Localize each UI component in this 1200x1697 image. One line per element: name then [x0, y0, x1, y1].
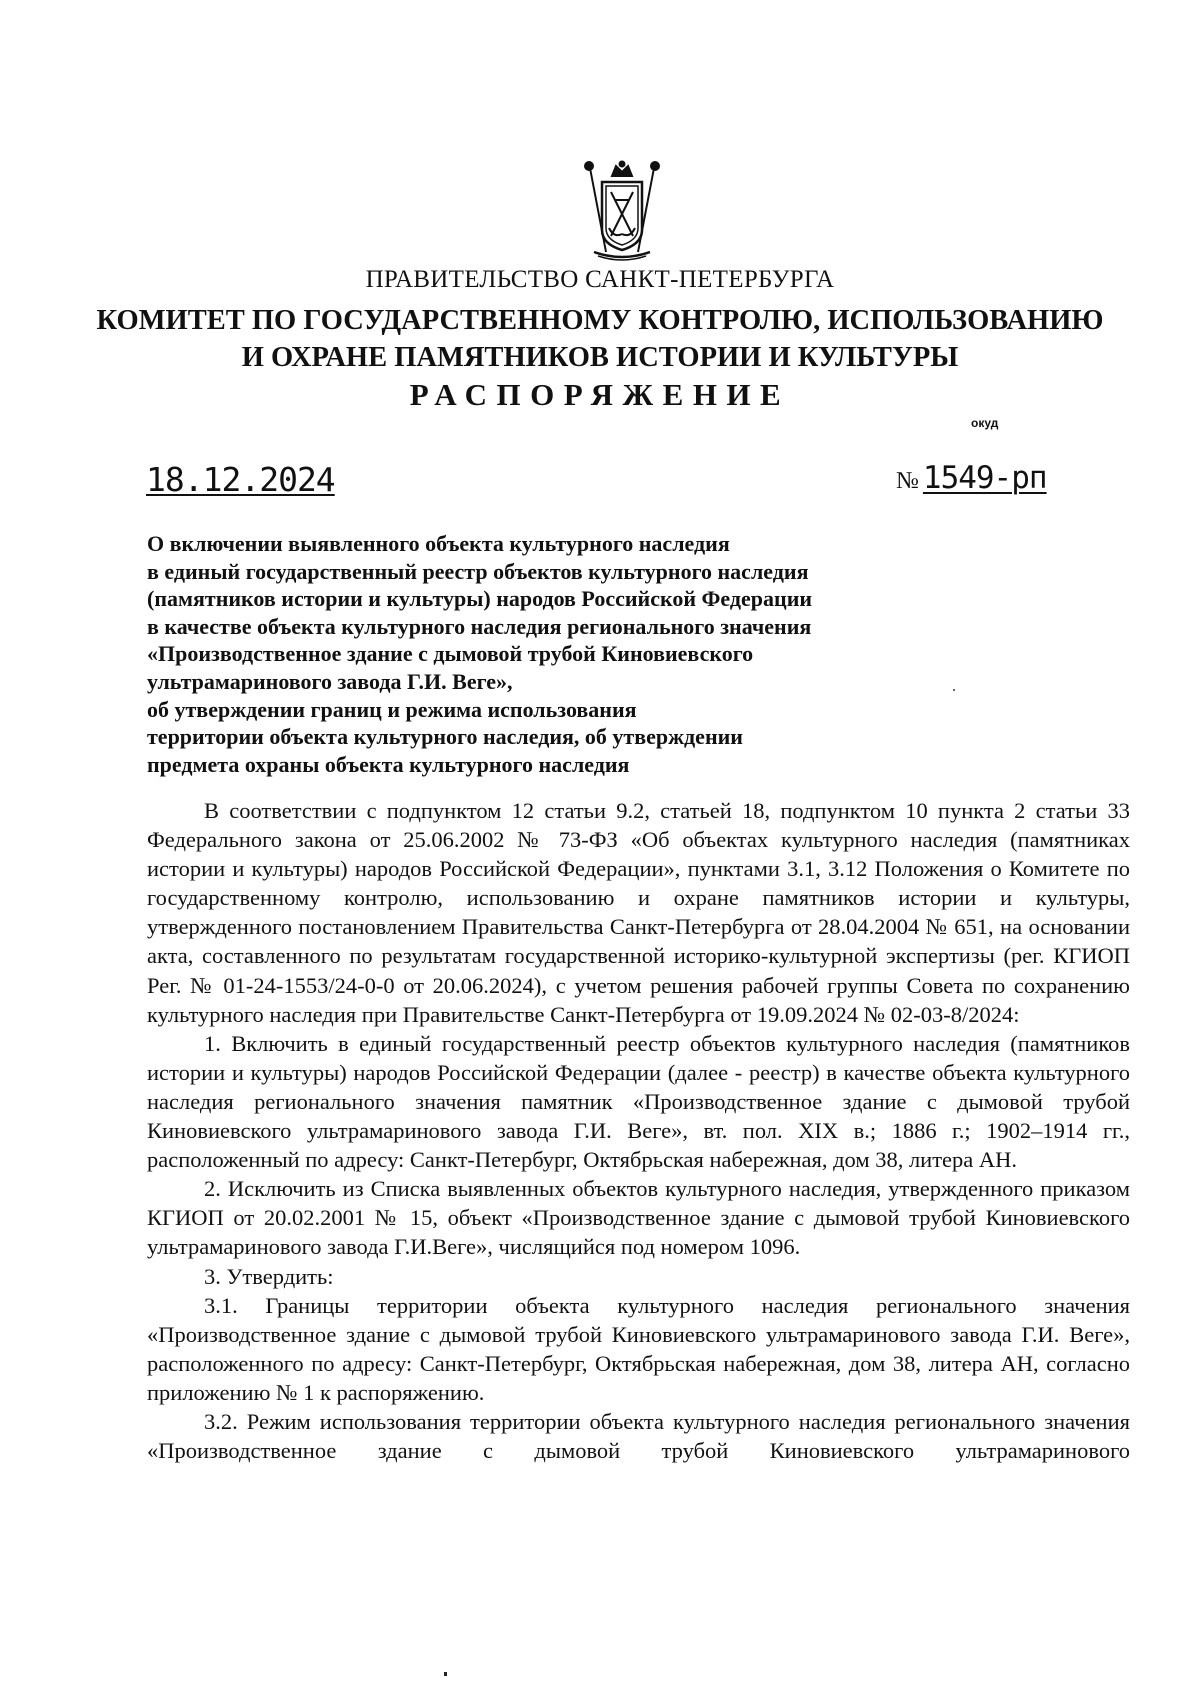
- clause-3-2: 3.2. Режим использования территории объекта культурного наследия регионального значения «Производственное здание с дымовой трубой Киновиевского ультрамаринового: [147, 1408, 1130, 1464]
- title-line: в качестве объекта культурного наследия регионального значения: [147, 613, 812, 639]
- document-title: [147, 530, 927, 778]
- title-line: предмета охраны объекта культурного наследия: [147, 751, 630, 777]
- clause-1: 1. Включить в единый государственный реестр объектов культурного наследия (памятников истории и культуры) народов Российской Федерации (далее - реестр) в качестве объекта культурного наследия регионального значения памятник «Производственное здание с дымовой трубой Киновиевского ультрамаринового завода Г.И. Веге», вт. пол. XIX в.; 1886 г.; 1902–1914 гг., расположенный по адресу: Санкт-Петербург, Октябрьская набережная, дом 38, литера АН.: [147, 1030, 1130, 1173]
- scan-speck: [953, 689, 955, 691]
- coat-of-arms-icon: [580, 160, 664, 262]
- title-line: в единый государственный реестр объектов культурного наследия: [147, 558, 809, 584]
- document-type: РАСПОРЯЖЕНИЕ: [409, 377, 791, 412]
- committee-name: [0, 302, 1200, 376]
- title-line: «Производственное здание с дымовой трубой Киновиевского: [147, 641, 754, 667]
- committee-name-line: КОМИТЕТ ПО ГОСУДАРСТВЕННОМУ КОНТРОЛЮ, ИСПОЛЬЗОВАНИЮ: [96, 305, 1104, 336]
- number-sign: №: [896, 468, 919, 494]
- document-body: [147, 796, 1130, 1465]
- government-name: ПРАВИТЕЛЬСТВО САНКТ-ПЕТЕРБУРГА: [365, 266, 835, 293]
- committee-name-line: И ОХРАНЕ ПАМЯТНИКОВ ИСТОРИИ И КУЛЬТУРЫ: [241, 342, 959, 373]
- clause-3-1: 3.1. Границы территории объекта культурного наследия регионального значения «Производственное здание с дымовой трубой Киновиевского ультрамаринового завода Г.И. Веге», расположенного по адресу: Санкт-Петербург, Октябрьская набережная, дом 38, литера АН, согласно приложению № 1 к распоряжению.: [147, 1292, 1130, 1405]
- document-date: 18.12.2024: [146, 460, 335, 499]
- okud-label: окуд: [971, 416, 999, 430]
- title-line: об утверждении границ и режима использования: [147, 696, 637, 722]
- preamble-paragraph: В соответствии с подпунктом 12 статьи 9.2, статьей 18, подпунктом 10 пункта 2 статьи 33 Федерального закона от 25.06.2002 № 73-ФЗ «Об объектах культурного наследия (памятниках истории и культуры) народов Российской Федерации», пунктами 3.1, 3.12 Положения о Комитете по государственному контролю, использованию и охране памятников истории и культуры, утвержденного постановлением Правительства Санкт-Петербурга от 28.04.2004 № 651, на основании акта, составленного по результатам государственной историко-культурной экспертизы (рег. КГИОП Рег. № 01-24-1553/24-0-0 от 20.06.2024), с учетом решения рабочей группы Совета по сохранению культурного наследия при Правительстве Санкт-Петербурга от 19.09.2024 № 02-03-8/2024:: [147, 798, 1130, 1027]
- scan-speck: [444, 1672, 447, 1676]
- clause-2: 2. Исключить из Списка выявленных объектов культурного наследия, утвержденного приказом КГИОП от 20.02.2001 № 15, объект «Производственное здание с дымовой трубой Киновиевского ультрамаринового завода Г.И.Веге», числящийся под номером 1096.: [147, 1176, 1130, 1260]
- title-line: (памятников истории и культуры) народов Российской Федерации: [147, 586, 813, 612]
- clause-3: 3. Утвердить:: [204, 1263, 334, 1289]
- title-line: ультрамаринового завода Г.И. Веге»,: [147, 668, 513, 694]
- document-number: [896, 460, 1047, 496]
- number-value: 1549-рп: [922, 460, 1047, 496]
- title-line: территории объекта культурного наследия, об утверждении: [147, 724, 743, 750]
- title-line: О включении выявленного объекта культурного наследия: [147, 531, 730, 556]
